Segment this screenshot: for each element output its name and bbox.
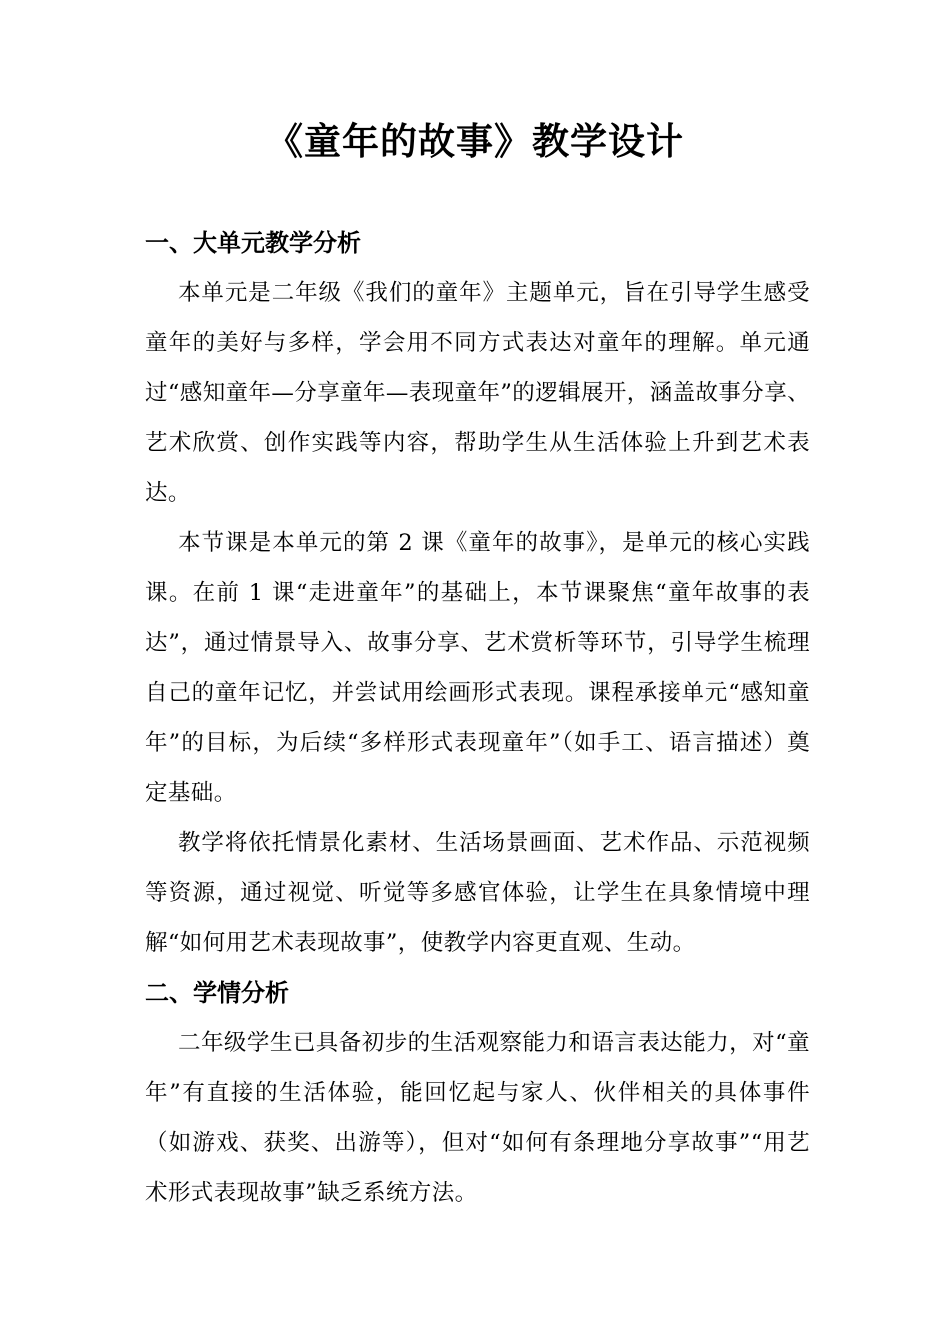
section-heading: 二、学情分析 [145, 979, 289, 1007]
paragraph: 本节课是本单元的第 2 课《童年的故事》，是单元的核心实践课。在前 1 课“走进童年”的基础上，本节课聚焦“童年故事的表达”，通过情景导入、故事分享、艺术赏析等环节，引导学生梳理自己的童年记忆，并尝试用绘画形式表现。课程承接单元“感知童年”的目标，为后续“多样形式表现童年”（如手工、语言描述）奠定基础。 [145, 530, 810, 806]
section-unit-analysis [145, 218, 810, 968]
section-heading: 一、大单元教学分析 [145, 229, 361, 257]
document-body [145, 218, 810, 1218]
section-learner-analysis [145, 968, 810, 1218]
paragraph: 二年级学生已具备初步的生活观察能力和语言表达能力，对“童年”有直接的生活体验，能回忆起与家人、伙伴相关的具体事件（如游戏、获奖、出游等），但对“如何有条理地分享故事”“用艺术形式表现故事”缺乏系统方法。 [145, 1030, 810, 1206]
paragraph: 教学将依托情景化素材、生活场景画面、艺术作品、示范视频等资源，通过视觉、听觉等多感官体验，让学生在具象情境中理解“如何用艺术表现故事”，使教学内容更直观、生动。 [145, 830, 810, 956]
paragraph: 本单元是二年级《我们的童年》主题单元，旨在引导学生感受童年的美好与多样，学会用不同方式表达对童年的理解。单元通过“感知童年—分享童年—表现童年”的逻辑展开，涵盖故事分享、艺术欣赏、创作实践等内容，帮助学生从生活体验上升到艺术表达。 [145, 280, 811, 506]
document-title: 《童年的故事》教学设计 [266, 120, 684, 163]
